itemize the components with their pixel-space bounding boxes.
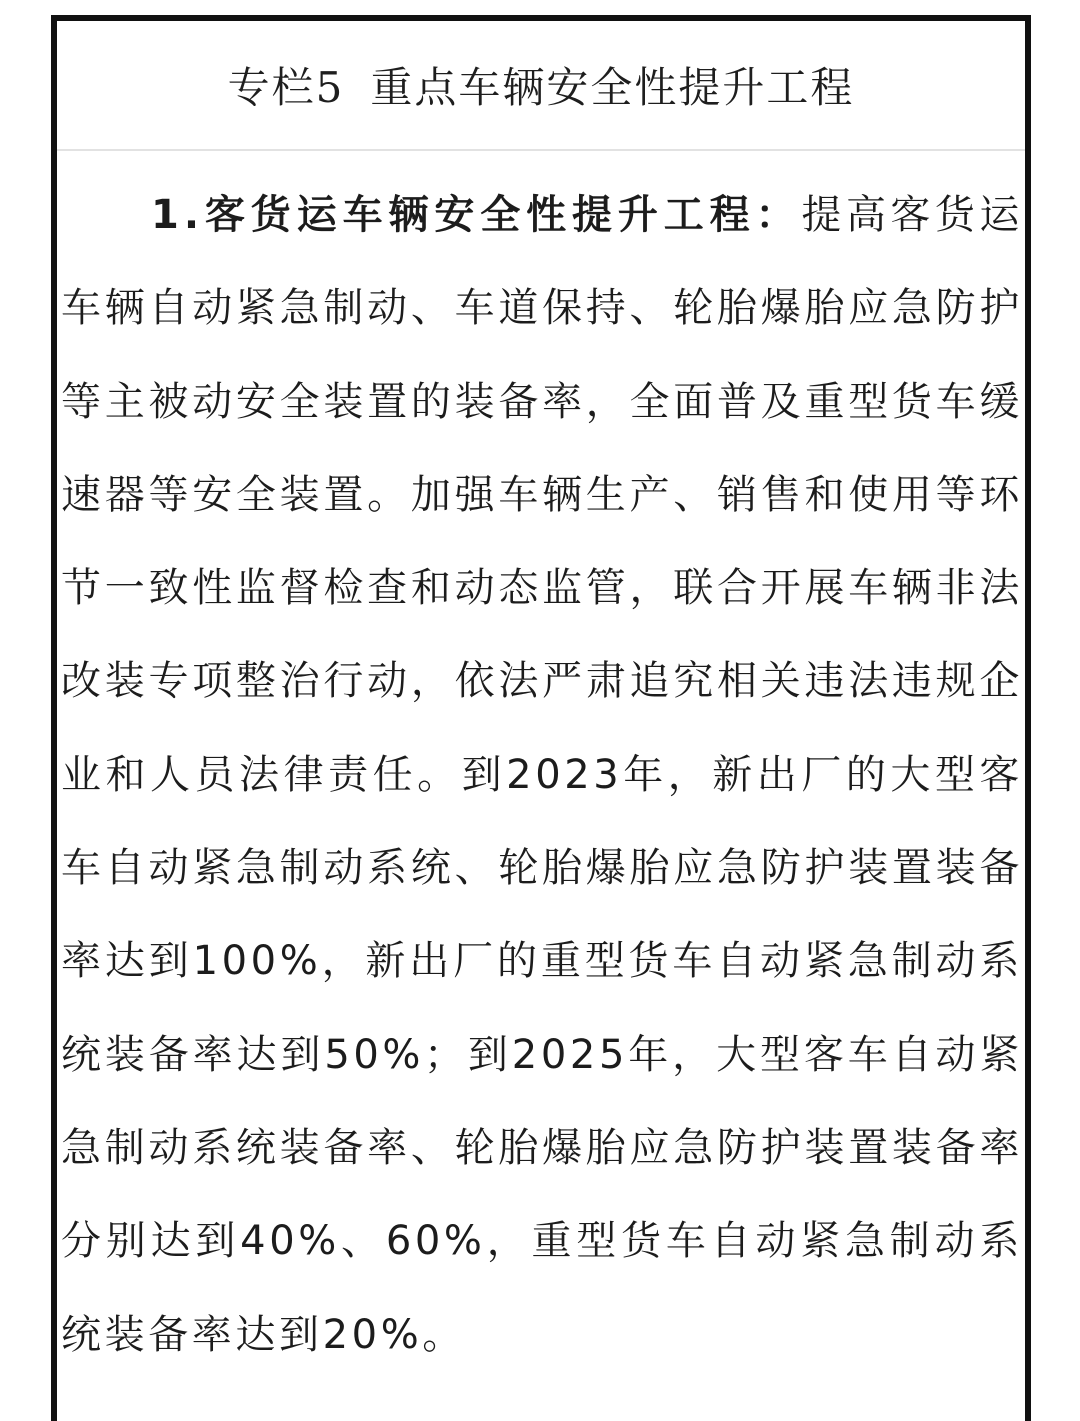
column-title-prefix: 专栏5 — [227, 63, 345, 112]
column-title — [57, 21, 1025, 149]
title-divider — [57, 149, 1025, 151]
item-body: 提高客货运车辆自动紧急制动、车道保持、轮胎爆胎应急防护等主被动安全装置的装备率，全面普及重型货车缓速器等安全装置。加强车辆生产、销售和使用等环节一致性监督检查和动态监管，联合开展车辆非法改装专项整治行动，依法严肃追究相关违法违规企业和人员法律责任。到2023年，新出厂的大型客车自动紧急制动系统、轮胎爆胎应急防护装置装备率达到100%，新出厂的重型货车自动紧急制动系统装备率达到50%；到2025年，大型客车自动紧急制动系统装备率、轮胎爆胎应急防护装置装备率分别达到40%、60%，重型货车自动紧急制动系统装备率达到20%。 — [61, 192, 1024, 1358]
column-box — [51, 15, 1031, 1421]
column-title-text: 重点车辆安全性提升工程 — [370, 63, 855, 112]
item-paragraph — [61, 169, 1023, 1382]
item-heading: 1.客货运车辆安全性提升工程： — [151, 192, 802, 238]
